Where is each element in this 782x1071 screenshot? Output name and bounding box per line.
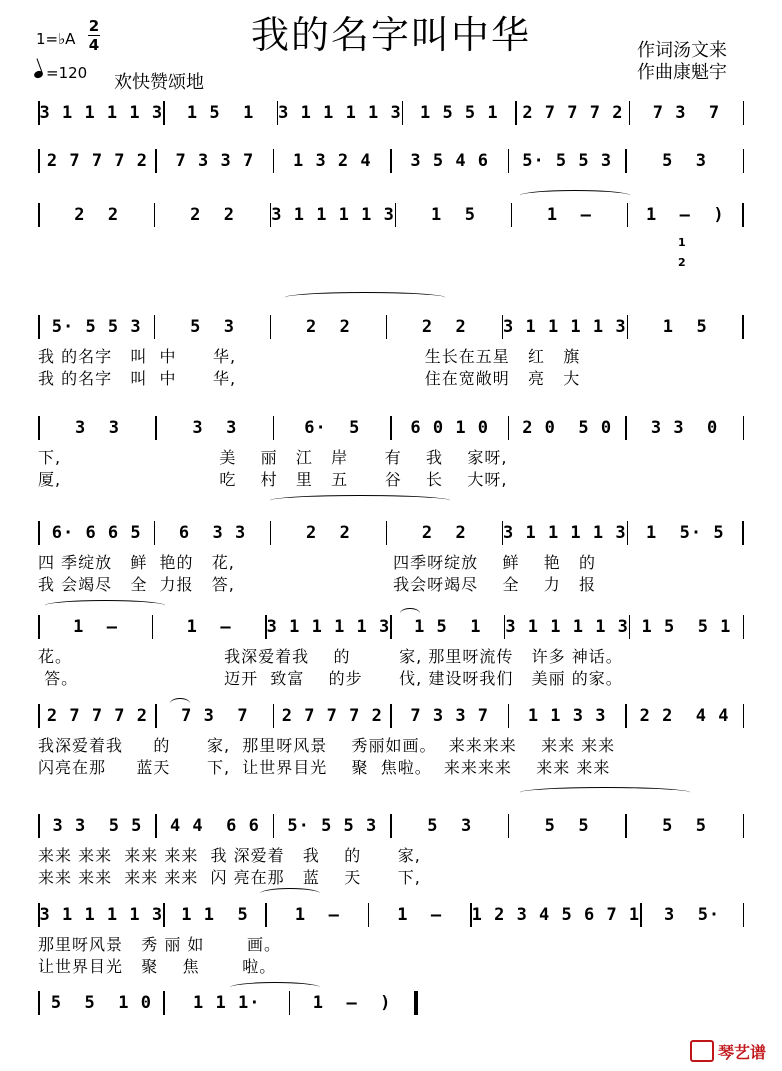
measure: 1 –: [73, 617, 119, 637]
lyric-verse-2: 闪亮在那 蓝天 下, 让世界目光 聚 焦啦。 来来来来 来来 来来: [38, 758, 611, 777]
slur-arc: [170, 698, 190, 709]
lyric-verse-1: 四 季绽放 鲜 艳的 花, 四季呀绽放 鲜 艳 的: [38, 553, 597, 572]
barline: [743, 615, 745, 639]
measure: 1 1 3 3: [527, 706, 607, 726]
lyric-verse-1: 来来 来来 来来 来来 我 深爱着 我 的 家,: [38, 846, 421, 865]
measure: 1 5 1: [186, 103, 255, 123]
staff-row: [38, 415, 744, 441]
measure: 2 0 5 0: [522, 418, 613, 438]
slur-arc: [230, 982, 320, 993]
measure: 5 3: [190, 317, 236, 337]
time-signature-top: 2: [88, 17, 100, 35]
staff-row: [38, 202, 744, 228]
measure: 5 5 1 0: [50, 993, 152, 1013]
measure: 6 0 1 0: [410, 418, 490, 438]
lyric-verse-1: 下, 美 丽 江 岸 有 我 家呀,: [38, 448, 508, 467]
composer-credit: 作曲康魁宇: [637, 62, 727, 83]
measure: 3 5 4 6: [410, 151, 490, 171]
measure: 3 3 0: [650, 418, 719, 438]
staff-row: [38, 148, 744, 174]
measure: 7 3 7: [181, 706, 249, 726]
measure: 2 2: [190, 205, 236, 225]
barline: [743, 704, 745, 728]
measure: 1 – ): [312, 993, 392, 1013]
measure: 2 7 7 7 2: [522, 103, 624, 123]
staff-row: [38, 520, 744, 546]
measure: 3 3: [192, 418, 238, 438]
barline: [743, 903, 745, 927]
measure: 1 5: [431, 205, 476, 225]
lyric-verse-2: 厦, 吃 村 里 五 谷 长 大呀,: [38, 470, 508, 489]
measure: 1 1 5: [181, 905, 249, 925]
measure: 1 –: [546, 205, 592, 225]
measure: 5· 5 5 3: [522, 151, 613, 171]
measure: 2 2: [74, 205, 120, 225]
measure: 2 2 4 4: [639, 706, 730, 726]
slur-arc: [285, 292, 445, 303]
measure: 2 2: [421, 523, 467, 543]
barline: [743, 101, 745, 125]
barline: [742, 315, 744, 339]
barline: [742, 203, 744, 227]
measure: 2 7 7 7 2: [46, 151, 149, 171]
staff-row: [38, 100, 744, 126]
lyric-verse-2: 我 的名字 叫 中 华, 住在宽敞明 亮 大: [38, 369, 581, 388]
time-signature: [88, 18, 100, 53]
staff-row: [38, 990, 418, 1016]
measure: 7 3 3 7: [175, 151, 255, 171]
quarter-note-icon: [33, 70, 44, 80]
measure: 7 3 3 7: [410, 706, 490, 726]
tempo-value: =120: [46, 64, 88, 82]
measure: 5 3: [427, 816, 473, 836]
time-signature-bottom: 4: [88, 36, 100, 54]
measure: 5· 5 5 3: [287, 816, 378, 836]
measure: 3 5·: [663, 905, 721, 925]
expression-mark: 欢快赞颂地: [114, 72, 204, 93]
measure: 3 1 1 1 1 3: [503, 317, 627, 337]
slur-arc: [400, 608, 420, 619]
measure: 1 –: [294, 905, 340, 925]
lyric-verse-2: 答。 迈开 致富 的步 伐, 建设呀我们 美丽 的家。: [38, 669, 623, 688]
measure: 1 2 3 4 5 6 7 1: [471, 905, 641, 925]
measure: 7 3 7: [652, 103, 721, 123]
measure: 1 –: [397, 905, 443, 925]
measure: 5 5: [544, 816, 590, 836]
watermark: [690, 1040, 766, 1063]
measure: 1 – ): [645, 205, 725, 225]
lyric-verse-2: 来来 来来 来来 来来 闪 亮在那 蓝 天 下,: [38, 868, 421, 887]
slur-arc: [520, 190, 630, 201]
tempo-mark: [34, 64, 87, 82]
barline: [743, 814, 745, 838]
measure: 5 5: [662, 816, 708, 836]
volta-numbers: 1 2: [678, 236, 686, 269]
measure: 3 1 1 1 1 3: [505, 617, 629, 637]
measure: 6 3 3: [178, 523, 247, 543]
measure: 5· 5 5 3: [51, 317, 142, 337]
measure: 2 2: [421, 317, 467, 337]
lyric-verse-1: 那里呀风景 秀 丽 如 画。: [38, 935, 282, 954]
measure: 3 1 1 1 1 3: [39, 103, 164, 123]
staff-row: [38, 703, 744, 729]
measure: 3 1 1 1 1 3: [266, 617, 391, 637]
song-title: 我的名字叫中华: [250, 13, 531, 57]
staff-row: [38, 314, 744, 340]
barline: [742, 521, 744, 545]
measure: 1 1 1·: [193, 993, 261, 1013]
measure: 3 1 1 1 1 3: [503, 523, 627, 543]
measure: 1 5· 5: [645, 523, 725, 543]
staff-row: [38, 614, 744, 640]
slur-arc: [270, 495, 450, 506]
staff-row: [38, 813, 744, 839]
measure: 3 3 5 5: [52, 816, 143, 836]
lyric-verse-2: 让世界目光 聚 焦 啦。: [38, 957, 277, 976]
measure: 1 5 5 1: [641, 617, 732, 637]
measure: 6· 5: [304, 418, 361, 438]
measure: 1 –: [186, 617, 232, 637]
staff-row: [38, 902, 744, 928]
measure: 1 5: [662, 317, 708, 337]
measure: 1 5 5 1: [419, 103, 499, 123]
lyric-verse-1: 我深爱着我 的 家, 那里呀风景 秀丽如画。 来来来来 来来 来来: [38, 736, 616, 755]
final-barline: [414, 991, 418, 1015]
measure: 3 1 1 1 1 3: [278, 103, 402, 123]
slur-arc: [45, 600, 165, 611]
measure: 5 3: [662, 151, 708, 171]
barline: [743, 149, 745, 173]
measure: 2 2: [305, 523, 351, 543]
lyric-verse-1: 花。 我深爱着我 的 家, 那里呀流传 许多 神话。: [38, 647, 623, 666]
key-signature: 1=♭A: [36, 30, 76, 48]
lyric-verse-2: 我 会竭尽 全 力报 答, 我会呀竭尽 全 力 报: [38, 575, 597, 594]
measure: 2 2: [305, 317, 351, 337]
measure: 4 4 6 6: [169, 816, 260, 836]
lyric-verse-1: 我 的名字 叫 中 华, 生长在五星 红 旗: [38, 347, 581, 366]
measure: 3 1 1 1 1 3: [39, 905, 164, 925]
measure: 3 3: [74, 418, 120, 438]
measure: 2 7 7 7 2: [46, 706, 149, 726]
lyricist-credit: 作词汤文来: [637, 40, 727, 61]
slur-arc: [520, 787, 690, 798]
measure: 2 7 7 7 2: [281, 706, 383, 726]
measure: 6· 6 6 5: [51, 523, 142, 543]
measure: 3 1 1 1 1 3: [271, 205, 395, 225]
watermark-text: 琴艺谱: [718, 1043, 767, 1062]
qinyipu-logo-icon: [690, 1040, 714, 1062]
slur-arc: [260, 888, 320, 899]
measure: 1 3 2 4: [292, 151, 372, 171]
barline: [743, 416, 745, 440]
measure: 1 5 1: [414, 617, 482, 637]
